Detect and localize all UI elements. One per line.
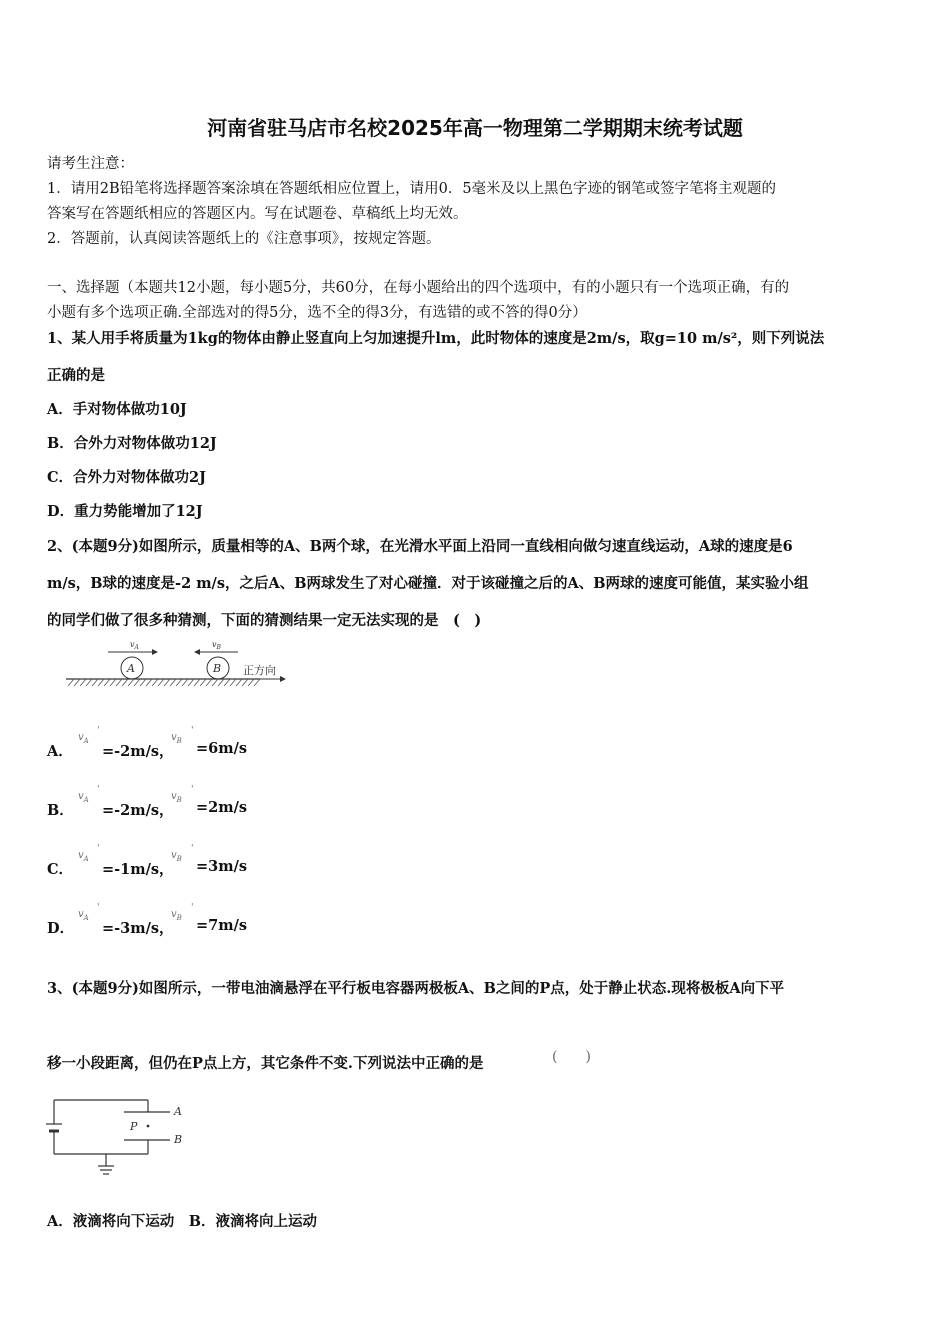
prime-mark: ' — [191, 903, 194, 913]
prime-mark: ' — [97, 726, 100, 736]
notice-item-1-line-2: 答案写在答题纸相应的答题区内。写在试题卷、草稿纸上均无效。 — [47, 206, 468, 222]
q1-option-b: B．合外力对物体做功12J — [47, 435, 217, 452]
va-symbol: $v_A$ — [78, 791, 89, 804]
q2-stem-line-3: 的同学们做了很多种猜测，下面的猜测结果一定无法实现的是 ( ) — [47, 612, 482, 629]
notice-item-1-line-1: 1．请用2B铅笔将选择题答案涂填在答题纸相应位置上，请用0．5毫米及以上黑色字迹的钢笔或签字笔将主观题的 — [47, 181, 777, 197]
q2-option-a-va-value: =-2m/s， — [102, 743, 174, 760]
q3-capacitor-circuit — [44, 1094, 194, 1178]
q2-option-c-label: C． — [47, 861, 74, 878]
ball-b-label: B — [213, 662, 222, 675]
q2-stem-line-1: 2、(本题9分)如图所示，质量相等的A、B两个球，在光滑水平面上沿同一直线相向做匀速直线运动，A球的速度是6 — [47, 538, 793, 555]
q3-options-line: A．液滴将向下运动 B．液滴将向上运动 — [47, 1213, 318, 1230]
ground-hatching — [68, 679, 260, 686]
q2-option-c-vb-value: =3m/s — [196, 858, 248, 875]
q2-option-b-va-value: =-2m/s， — [102, 802, 174, 819]
va-symbol: $v_A$ — [78, 909, 89, 922]
q1-option-d: D．重力势能增加了12J — [47, 503, 203, 520]
positive-direction-label: 正方向 — [243, 664, 276, 677]
vb-symbol: $v_B$ — [171, 909, 182, 922]
vb-symbol: $v_B$ — [171, 791, 182, 804]
q2-collision-figure — [60, 638, 290, 690]
page-title: 河南省驻马店市名校2025年高一物理第二学期期末统考试题 — [207, 116, 743, 140]
prime-mark: ' — [97, 785, 100, 795]
q3-answer-paren: ( ) — [552, 1049, 591, 1065]
q2-option-d-label: D． — [47, 920, 75, 937]
oil-drop-dot — [147, 1125, 150, 1128]
notice-item-2: 2．答题前，认真阅读答题纸上的《注意事项》，按规定答题。 — [47, 231, 441, 247]
velocity-label-a: $v_A$ — [130, 640, 139, 651]
point-p-label: P — [130, 1120, 138, 1133]
prime-mark: ' — [191, 844, 194, 854]
ball-a-label: A — [127, 662, 135, 675]
q2-option-b-label: B． — [47, 802, 74, 819]
q1-stem-line-1: 1、某人用手将质量为1kg的物体由静止竖直向上匀加速提升lm，此时物体的速度是2m/s，取g=10 m/s²，则下列说法 — [47, 330, 825, 347]
battery-symbol — [46, 1124, 62, 1136]
q1-option-a: A．手对物体做功10J — [47, 401, 187, 418]
q2-option-a-label: A． — [47, 743, 73, 760]
q3-stem-line-2: 移一小段距离，但仍在P点上方，其它条件不变.下列说法中正确的是 — [47, 1055, 484, 1072]
velocity-label-b: $v_B$ — [212, 640, 221, 651]
q2-option-c-va-value: =-1m/s， — [102, 861, 174, 878]
q2-stem-line-2: m/s，B球的速度是-2 m/s，之后A、B两球发生了对心碰撞．对于该碰撞之后的A、B两球的速度可能值，某实验小组 — [47, 575, 809, 592]
section-heading-line-2: 小题有多个选项正确.全部选对的得5分，选不全的得3分，有选错的或不答的得0分） — [47, 305, 587, 321]
q2-option-d-va-value: =-3m/s， — [102, 920, 174, 937]
q2-option-a-vb-value: =6m/s — [196, 740, 248, 757]
va-symbol: $v_A$ — [78, 732, 89, 745]
q2-option-d-vb-value: =7m/s — [196, 917, 248, 934]
q3-stem-line-1: 3、(本题9分)如图所示，一带电油滴悬浮在平行板电容器两极板A、B之间的P点，处于静止状态.现将极板A向下平 — [47, 980, 785, 997]
plate-a-label: A — [174, 1105, 182, 1118]
vb-symbol: $v_B$ — [171, 732, 182, 745]
q1-stem-line-2: 正确的是 — [47, 367, 105, 384]
prime-mark: ' — [191, 726, 194, 736]
plate-b-label: B — [174, 1133, 183, 1146]
section-heading-line-1: 一、选择题（本题共12小题，每小题5分，共60分，在每小题给出的四个选项中，有的小题只有一个选项正确，有的 — [47, 280, 790, 296]
prime-mark: ' — [97, 844, 100, 854]
vb-symbol: $v_B$ — [171, 850, 182, 863]
q2-option-b-vb-value: =2m/s — [196, 799, 248, 816]
prime-mark: ' — [97, 903, 100, 913]
va-symbol: $v_A$ — [78, 850, 89, 863]
q1-option-c: C．合外力对物体做功2J — [47, 469, 206, 486]
velocity-arrow-a — [108, 649, 158, 655]
notice-heading: 请考生注意： — [47, 156, 134, 172]
prime-mark: ' — [191, 785, 194, 795]
